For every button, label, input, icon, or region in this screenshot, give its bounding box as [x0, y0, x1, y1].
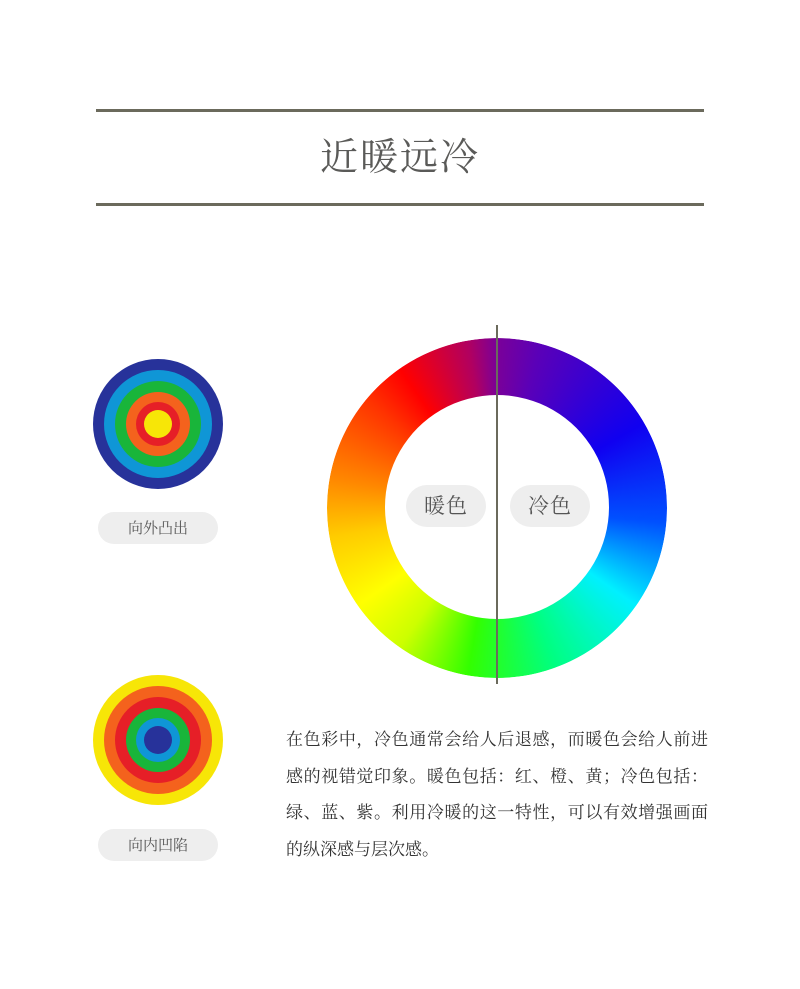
bullseye-ring: [144, 410, 172, 438]
inward-label: 向内凹陷: [98, 829, 218, 861]
description-paragraph: 在色彩中，冷色通常会给人后退感，而暖色会给人前进感的视错觉印象。暖色包括：红、橙、黄；冷色包括：绿、蓝、紫。利用冷暖的这一特性，可以有效增强画面的纵深感与层次感。: [286, 730, 708, 860]
cool-color-label: 冷色: [510, 485, 590, 527]
outward-bullseye: [93, 359, 223, 489]
description-text: [286, 722, 708, 868]
warm-color-label: 暖色: [406, 485, 486, 527]
inward-bullseye: [93, 675, 223, 805]
page-title: 近暖远冷: [319, 135, 480, 179]
outward-label: 向外凸出: [98, 512, 218, 544]
bullseye-ring: [144, 726, 172, 754]
